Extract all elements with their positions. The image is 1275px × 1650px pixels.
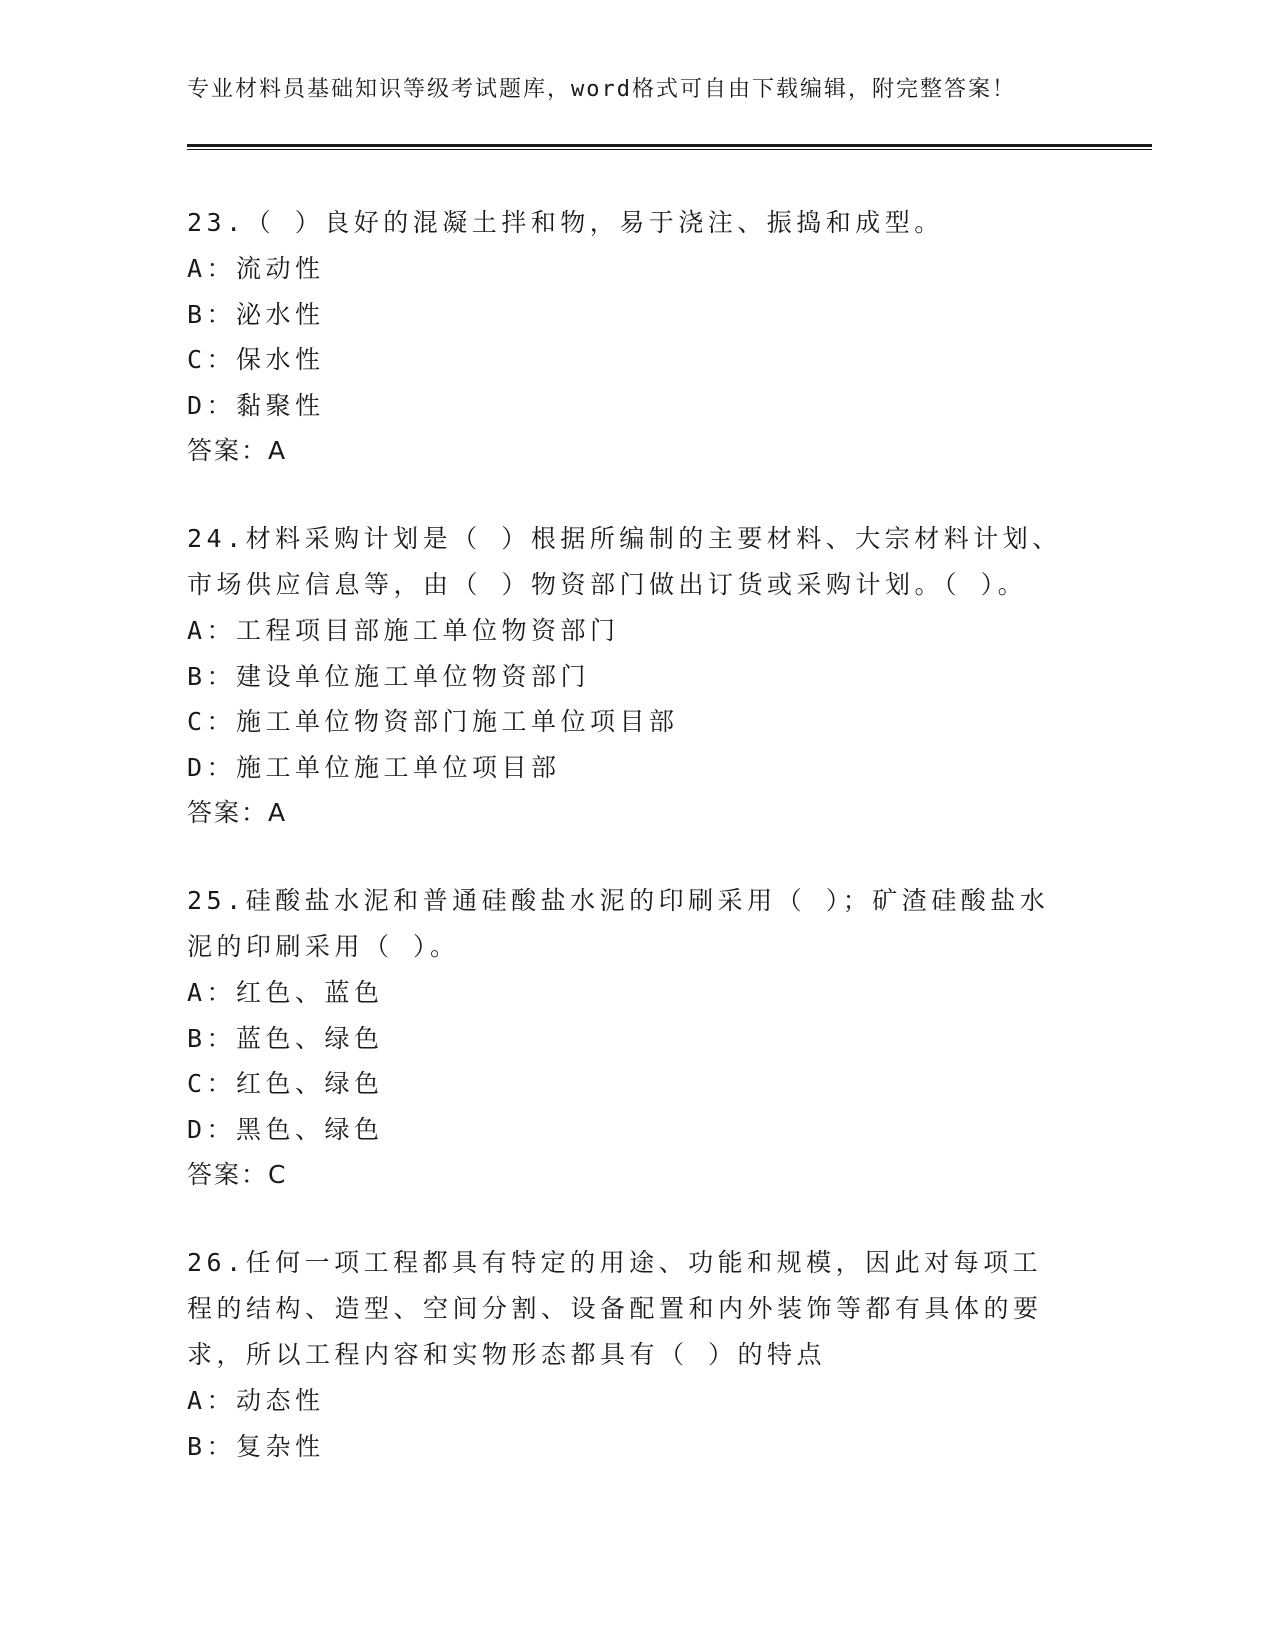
option-c: C：施工单位物资部门施工单位项目部	[187, 707, 679, 736]
answer: 答案：A	[187, 436, 288, 465]
option-b: B：建设单位施工单位物资部门	[187, 661, 591, 691]
option-a: A：工程项目部施工单位物资部门	[187, 616, 620, 645]
option-b: B：蓝色、绿色	[187, 1023, 384, 1053]
question-list	[187, 200, 1067, 1511]
question-stem: 23.（ ）良好的混凝土拌和物，易于浇注、振捣和成型。	[187, 208, 944, 237]
option-b: B：泌水性	[187, 299, 325, 329]
option-a: A：动态性	[187, 1386, 325, 1415]
answer: 答案：C	[187, 1160, 288, 1189]
question-25	[187, 878, 1067, 1198]
option-d: D：施工单位施工单位项目部	[187, 752, 561, 782]
option-a: A：红色、蓝色	[187, 978, 384, 1007]
question-stem: 25.硅酸盐水泥和普通硅酸盐水泥的印刷采用（ ）；矿渣硅酸盐水泥的印刷采用（ ）。	[187, 886, 1050, 961]
question-stem: 26.任何一项工程都具有特定的用途、功能和规模，因此对每项工程的结构、造型、空间分割、设备配置和内外装饰等都有具体的要求，所以工程内容和实物形态都具有（ ）的特点	[187, 1248, 1043, 1369]
question-24	[187, 516, 1067, 836]
option-c: C：保水性	[187, 345, 325, 374]
question-26	[187, 1240, 1067, 1469]
answer: 答案：A	[187, 798, 288, 827]
option-a: A：流动性	[187, 254, 325, 283]
question-stem: 24.材料采购计划是（ ）根据所编制的主要材料、大宗材料计划、市场供应信息等，由（ ）物资部门做出订货或采购计划。（ ）。	[187, 524, 1062, 599]
question-23	[187, 200, 1067, 474]
header-rule	[187, 144, 1152, 150]
option-c: C：红色、绿色	[187, 1069, 384, 1098]
option-b: B：复杂性	[187, 1431, 325, 1461]
option-d: D：黏聚性	[187, 390, 325, 420]
page-header: 专业材料员基础知识等级考试题库，word格式可自由下载编辑，附完整答案！	[187, 77, 1016, 102]
option-d: D：黑色、绿色	[187, 1114, 384, 1144]
